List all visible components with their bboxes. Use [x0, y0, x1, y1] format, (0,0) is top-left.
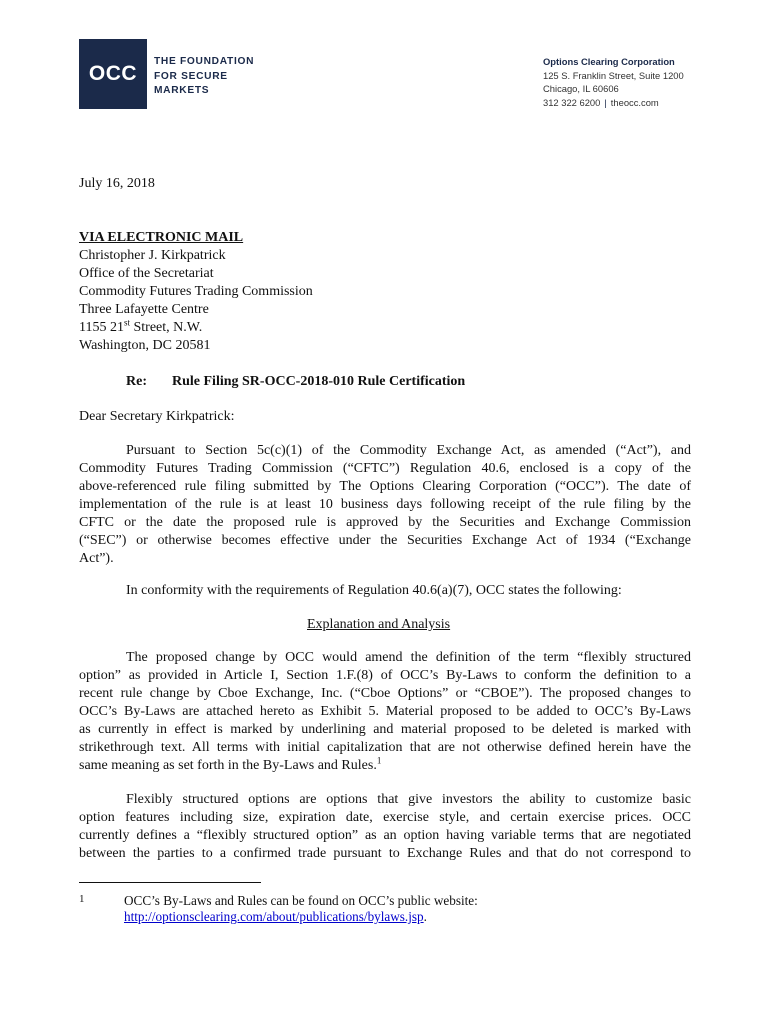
recipient-org: Commodity Futures Trading Commission	[79, 284, 313, 299]
paragraph-line: between the parties to a confirmed trade pursuant to Exchange Rules and that do not correspond to	[79, 846, 691, 861]
address-phone: 312 322 6200	[543, 96, 601, 108]
footnote-period: .	[423, 909, 427, 924]
footnote-divider	[79, 882, 261, 883]
footnote-reference[interactable]: 1	[376, 755, 382, 766]
paragraph-flex-options	[79, 791, 691, 863]
address-street: 125 S. Franklin Street, Suite 1200	[543, 69, 684, 81]
footnote-link-line	[124, 909, 684, 925]
occ-logo	[79, 39, 147, 109]
tagline-line: MARKETS	[154, 85, 210, 96]
paragraph-conformity: In conformity with the requirements of Regulation 40.6(a)(7), OCC states the following:	[126, 583, 622, 598]
tagline-line: FOR SECURE	[154, 70, 228, 82]
footnote-text: OCC’s By-Laws and Rules can be found on OCC’s public website:	[124, 893, 478, 908]
street-name: Street, N.W.	[130, 320, 203, 335]
logo-tagline	[154, 55, 274, 99]
address-city: Chicago, IL 60606	[543, 83, 619, 94]
paragraph-line: OCC’s By-Laws are attached hereto as Exhibit 5. Material proposed to be added to OCC’s By-Laws	[79, 704, 691, 719]
delivery-method: VIA ELECTRONIC MAIL	[79, 230, 244, 245]
paragraph-line: Act”).	[79, 551, 114, 566]
address-contact-line	[543, 96, 713, 110]
recipient-office: Office of the Secretariat	[79, 266, 214, 281]
paragraph-line: Pursuant to Section 5c(c)(1) of the Commodity Exchange Act, as amended (“Act”), and	[126, 443, 691, 458]
paragraph-line: as currently in effect is marked by underlining and material proposed to be deleted is marked with	[79, 722, 691, 737]
paragraph-line: option features including size, expiration date, exercise style, and certain exercise prices. OCC	[79, 810, 691, 825]
paragraph-explanation	[79, 649, 691, 775]
paragraph-line	[79, 757, 691, 775]
address-website[interactable]: theocc.com	[610, 96, 659, 108]
paragraph-line: recent rule change by Cboe Exchange, Inc. (“Cboe Options” or “CBOE”). The proposed changes to	[79, 686, 691, 701]
recipient-name: Christopher J. Kirkpatrick	[79, 248, 226, 263]
address-org: Options Clearing Corporation	[543, 56, 675, 67]
paragraph-line-text: same meaning as set forth in the By-Laws and Rules.	[79, 758, 377, 773]
section-heading: Explanation and Analysis	[307, 617, 451, 632]
footnote-body	[124, 893, 684, 925]
paragraph-intro	[79, 442, 691, 568]
bylaws-link[interactable]: http://optionsclearing.com/about/publications/bylaws.jsp	[124, 909, 424, 924]
street-number: 1155 21	[79, 320, 124, 335]
letter-date: July 16, 2018	[79, 176, 155, 191]
paragraph-line: currently defines a “flexibly structured option” as an option having variable terms that are negotiated	[79, 828, 691, 843]
paragraph-line: option” as provided in Article I, Section 1.F.(8) of OCC’s By-Laws to conform the definition to a	[79, 668, 691, 683]
paragraph-line: implementation of the rule is at least 10 business days following receipt of the rule filing by the	[79, 497, 691, 512]
recipient-street	[79, 319, 313, 337]
street-suffix: st	[123, 317, 130, 328]
letterhead-address	[543, 55, 713, 109]
recipient-block	[79, 229, 313, 355]
footnote-number: 1	[79, 893, 85, 905]
paragraph-line: The proposed change by OCC would amend the definition of the term “flexibly structured	[126, 650, 691, 665]
recipient-city: Washington, DC 20581	[79, 338, 211, 353]
paragraph-line: (“SEC”) or otherwise becomes effective under the Securities Exchange Act of 1934 (“Exchange	[79, 533, 691, 548]
paragraph-line: above-referenced rule filing submitted by The Options Clearing Corporation (“OCC”). The date of	[79, 479, 691, 494]
tagline-line: THE FOUNDATION	[154, 56, 255, 67]
subject-label: Re:	[126, 374, 147, 389]
paragraph-line: Commodity Futures Trading Commission (“CFTC”) Regulation 40.6, enclosed is a copy of the	[79, 461, 691, 476]
paragraph-line: strikethrough text. All terms with initial capitalization that are not otherwise defined herein have the	[79, 740, 691, 755]
logo-text: OCC	[88, 62, 138, 85]
salutation: Dear Secretary Kirkpatrick:	[79, 409, 235, 424]
paragraph-line: CFTC or the date the proposed rule is approved by the Securities and Exchange Commission	[79, 515, 691, 530]
subject-text: Rule Filing SR-OCC-2018-010 Rule Certification	[172, 374, 466, 389]
address-separator: |	[604, 96, 607, 108]
paragraph-line: Flexibly structured options are options that give investors the ability to customize basic	[126, 792, 691, 807]
recipient-building: Three Lafayette Centre	[79, 302, 209, 317]
